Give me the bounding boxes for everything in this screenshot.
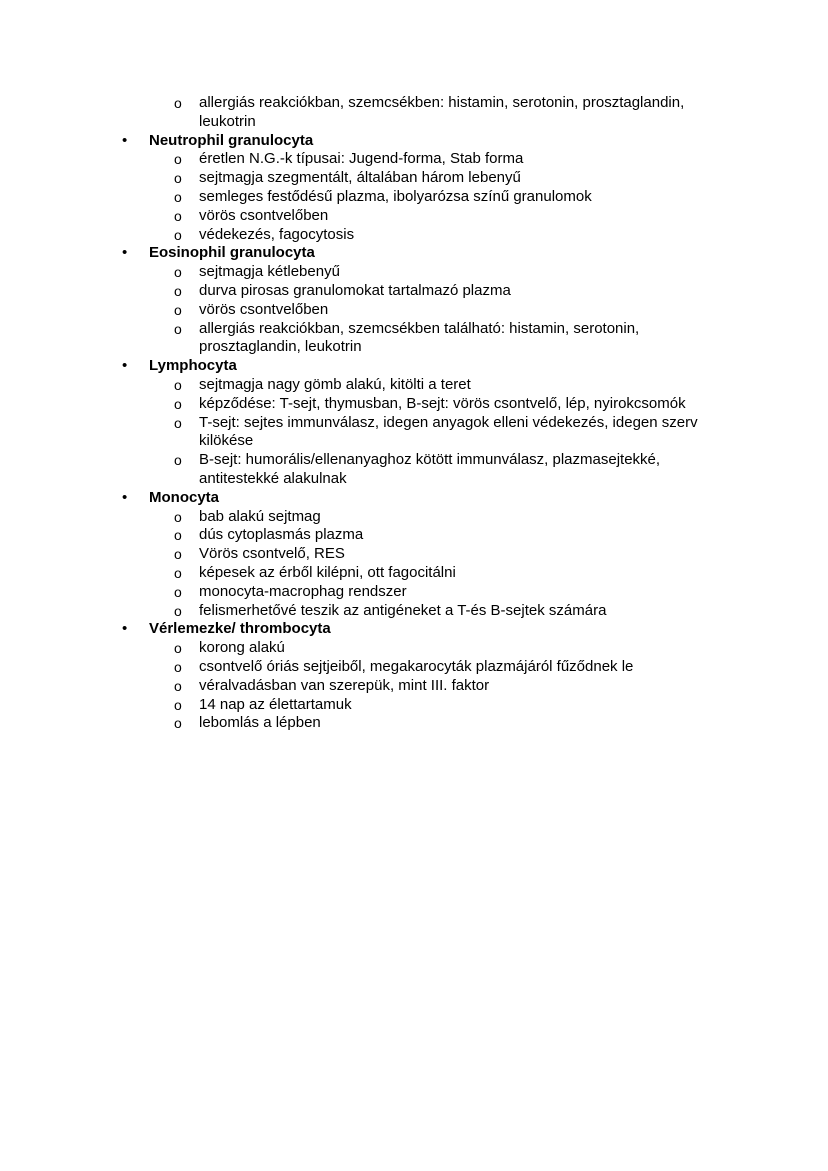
sub-list-item-text: prosztaglandin, leukotrin — [199, 338, 362, 356]
sub-list-item-text: allergiás reakciókban, szemcsékben található: histamin, serotonin, — [199, 319, 640, 337]
sub-list-item-text: sejtmagja kétlebenyű — [199, 263, 340, 281]
sub-list-item-text: éretlen N.G.-k típusai: Jugend-forma, Stab forma — [199, 150, 524, 168]
sub-list-item — [0, 714, 828, 733]
section-title: Vérlemezke/ thrombocyta — [149, 620, 331, 638]
sub-list-item-text: felismerhetővé teszik az antigéneket a T-és B-sejtek számára — [199, 601, 607, 619]
sub-list-item — [0, 414, 828, 433]
sub-list-item-text: lebomlás a lépben — [199, 714, 321, 732]
sub-list-item — [0, 226, 828, 245]
hollow-bullet-icon: o — [174, 508, 182, 525]
hollow-bullet-icon: o — [174, 226, 182, 243]
filled-bullet-icon: • — [122, 357, 128, 375]
hollow-bullet-icon: o — [174, 301, 182, 318]
hollow-bullet-icon: o — [174, 282, 182, 299]
sub-list-item — [0, 169, 828, 188]
hollow-bullet-icon: o — [174, 414, 182, 431]
hollow-bullet-icon: o — [174, 151, 182, 168]
sub-list-item — [0, 564, 828, 583]
sub-list-item-text: sejtmagja szegmentált, általában három lebenyű — [199, 169, 521, 187]
sub-list-item — [0, 677, 828, 696]
sub-list-item-text: kilökése — [199, 432, 254, 450]
sub-list-item — [0, 526, 828, 545]
sub-list-item — [0, 508, 828, 527]
hollow-bullet-icon: o — [174, 527, 182, 544]
hollow-bullet-icon: o — [174, 395, 182, 412]
section-title: Monocyta — [149, 488, 220, 506]
sub-list-item — [0, 188, 828, 207]
sub-list-item-text: dús cytoplasmás plazma — [199, 526, 364, 544]
sub-list-item-text: leukotrin — [199, 112, 256, 130]
sub-list-item-text: véralvadásban van szerepük, mint III. faktor — [199, 676, 490, 694]
hollow-bullet-icon: o — [174, 658, 182, 675]
hollow-bullet-icon: o — [174, 207, 182, 224]
sub-list-item-text: vörös csontvelőben — [199, 206, 329, 224]
sub-list-item-text: 14 nap az élettartamuk — [199, 695, 352, 713]
sub-list-item — [0, 658, 828, 677]
sub-list-item-text: képződése: T-sejt, thymusban, B-sejt: vörös csontvelő, lép, nyirokcsomók — [199, 394, 686, 412]
sub-list-item-text: csontvelő óriás sejtjeiből, megakarocyták plazmájáról fűződnek le — [199, 657, 634, 675]
hollow-bullet-icon: o — [174, 715, 182, 732]
sub-list-item-text: durva pirosas granulomokat tartalmazó plazma — [199, 281, 511, 299]
sub-list-item-text: képesek az érből kilépni, ott fagocitálni — [199, 563, 456, 581]
filled-bullet-icon: • — [122, 244, 128, 262]
section-title: Eosinophil granulocyta — [149, 244, 315, 262]
sub-list-item — [0, 639, 828, 658]
sub-list-item-text: T-sejt: sejtes immunválasz, idegen anyagok elleni védekezés, idegen szerv — [199, 413, 698, 431]
sub-list-item-text: antitestekké alakulnak — [199, 469, 347, 487]
sub-list-item-text: Vörös csontvelő, RES — [199, 545, 345, 563]
section-heading — [0, 132, 828, 151]
sub-list-item-continuation — [0, 338, 828, 357]
sub-list-item — [0, 602, 828, 621]
filled-bullet-icon: • — [122, 488, 128, 506]
sub-list-item-text: korong alakú — [199, 639, 285, 657]
sub-list-item — [0, 282, 828, 301]
sub-list-item-text: allergiás reakciókban, szemcsékben: histamin, serotonin, prosztaglandin, — [199, 94, 685, 111]
sub-list-item-continuation — [0, 113, 828, 132]
hollow-bullet-icon: o — [174, 170, 182, 187]
hollow-bullet-icon: o — [174, 583, 182, 600]
sub-list-item — [0, 263, 828, 282]
hollow-bullet-icon: o — [174, 188, 182, 205]
sub-list-item-text: B-sejt: humorális/ellenanyaghoz kötött immunválasz, plazmasejtekké, — [199, 451, 661, 469]
hollow-bullet-icon: o — [174, 95, 182, 111]
sub-list-item-text: vörös csontvelőben — [199, 300, 329, 318]
section-heading — [0, 489, 828, 508]
hollow-bullet-icon: o — [174, 320, 182, 337]
sub-list-item — [0, 696, 828, 715]
hollow-bullet-icon: o — [174, 640, 182, 657]
sub-list-item — [0, 301, 828, 320]
sub-list-item — [0, 583, 828, 602]
sub-list-item — [0, 545, 828, 564]
sub-list-item — [0, 320, 828, 339]
hollow-bullet-icon: o — [174, 696, 182, 713]
hollow-bullet-icon: o — [174, 376, 182, 393]
sub-list-item — [0, 94, 828, 113]
sub-list-item — [0, 150, 828, 169]
section-heading — [0, 244, 828, 263]
section-title: Neutrophil granulocyta — [149, 131, 314, 149]
sub-list-item-text: védekezés, fagocytosis — [199, 225, 355, 243]
section-heading — [0, 357, 828, 376]
section-title: Lymphocyta — [149, 357, 237, 375]
sub-list-item — [0, 376, 828, 395]
section-heading — [0, 620, 828, 639]
hollow-bullet-icon: o — [174, 677, 182, 694]
document-page — [0, 94, 828, 733]
hollow-bullet-icon: o — [174, 452, 182, 469]
hollow-bullet-icon: o — [174, 602, 182, 619]
hollow-bullet-icon: o — [174, 264, 182, 281]
sub-list-item-text: bab alakú sejtmag — [199, 507, 321, 525]
sub-list-item — [0, 451, 828, 470]
filled-bullet-icon: • — [122, 131, 128, 149]
hollow-bullet-icon: o — [174, 564, 182, 581]
hollow-bullet-icon: o — [174, 546, 182, 563]
sub-list-item — [0, 395, 828, 414]
sub-list-item-text: semleges festődésű plazma, ibolyarózsa színű granulomok — [199, 187, 592, 205]
sub-list-item-continuation — [0, 470, 828, 489]
sub-list-item-text: monocyta-macrophag rendszer — [199, 582, 407, 600]
sub-list-item-text: sejtmagja nagy gömb alakú, kitölti a teret — [199, 375, 471, 393]
filled-bullet-icon: • — [122, 620, 128, 638]
sub-list-item — [0, 207, 828, 226]
sub-list-item-continuation — [0, 432, 828, 451]
